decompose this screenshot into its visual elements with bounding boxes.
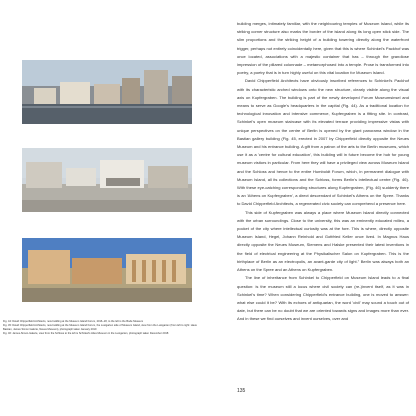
- page-number: 135: [237, 388, 246, 394]
- caption-fig-45: Fig. 45: David Chipperfield Architects, new building at the Museum Island Forum, the Lustgarten side of Museum Island, view from the Lustgarten (from left to right: Haus Bastian, James Simon Galerie, Neues Museum), photograph taken January 2019: [3, 324, 197, 332]
- courtyard-plaza-photo: [22, 148, 192, 212]
- body-paragraph: The line of inheritance from Schinkel to Chipperfield on Museum Island leads to a final question: is the museum still a locus where civil society can (re-)invent itself, as it was in Schinkel's time? When considering Chipperfield's entrance building, one is moved to answer: what else could it be? With its echoes of antiquarian, the word 'civil' may sound a touch out of date, but there can be no doubt that we are oriented towards signs and images more than ever. And in these we find ourselves and invent ourselves, over and: [237, 275, 409, 322]
- caption-fig-46: Fig. 46: James-Simon-Galerie, view from the Schloss to the left is Schinkel's Altes Museum in the Lustgarten, photograph taken December 2018: [3, 332, 169, 336]
- body-text-column: [237, 20, 409, 324]
- body-paragraph: This side of Kupfergraben was always a place where Museum Island directly connected with the urban surroundings. Close to the university, this was an eminently educated milieu, a pocket of the city where intellectual curiosity was at the fore. This is where, directly opposite Museum Island, Hegel, Johann Reinhold and Gottfried Keller once lived. In Magnus Haus directly opposite the Neues Museum, Siemens and Halske presented their latest inventions in the field of electrical engineering at the Physikalischer Salon on Kupfergraben. This is the birthplace of Berlin as an electropolis, an avant-garde city of light." Berlin was always both an Athens on the Spree and an Athens on Kupfergraben.: [237, 209, 409, 273]
- figure-photo-2: [22, 148, 192, 212]
- riverside-buildings-photo: [22, 60, 192, 124]
- figure-photo-3: [22, 238, 192, 302]
- figure-photo-1: [22, 60, 192, 124]
- body-paragraph: David Chipperfield Architects have obviously inscribed references to Schinkel's Packhof with its characteristic arched windows onto the new structure, clearly visible along the visual axis on Kupfergraben. The building is part of the newly developed Forum Museumsinsel and means to serve as Google's headquarters in the capital (Fig. 44). As a traditional location for technological innovation and intensive commerce, Kupfergraben is a fitting site. In contrast, Schinkel's open museum staircase with its elevated terrace providing impressive vistas with unique perspectives on the centre of Berlin is opened by the giant panorama window in the Bastian gallery building (Fig. 45, erected in 2007 by Chipperfield directly opposite the Neues Museum and his entrance building. A gift from a patron of the arts to the Berlin museums, which use it as a 'centre for cultural education', this building will in future become the hub for young museum visitors in particular. From here they will have a privileged view across Museum Island and the Schloss and hence to the entire Humboldt Forum, which, in permanent dialogue with Museum Island, all its collections and the Schloss, forms Berlin's intellectual centre (Fig. 46). With these eye-catching corresponding structures along Kupfergraben, (Fig. 46) suddenly there is an 'Athens on Kupfergraben', a direct descendant of Schinkel's Athens on the Spree. Thanks to David Chipperfield Architects, a regenerated civic society can comprehend a presence here.: [237, 78, 409, 207]
- figure-captions: [3, 320, 199, 337]
- colonnade-buildings-photo: [22, 238, 192, 302]
- body-paragraph: building merges, intimately familiar, with the neighbouring temples of Museum Island, while its striking corner structure also marks the border of the island along its long open stick side. The slim proportions and the striking height of a building towering directly along the waterfront trigger, perhaps not entirely coincidentally here, given that this is where Schinkel's Packhof was once located, associations with a majestic container that has – through the grandiose impression of the pillared colonnade – metamorphosed into a temple. Prose is transformed into poetry, a poetry that is in turn highly useful on this vital location for Museum Island.: [237, 21, 409, 76]
- caption-fig-44: Fig. 44: David Chipperfield Architects, new building at the Museum Island Forum, 2016–18, to the left is the Bode Museum: [3, 320, 144, 323]
